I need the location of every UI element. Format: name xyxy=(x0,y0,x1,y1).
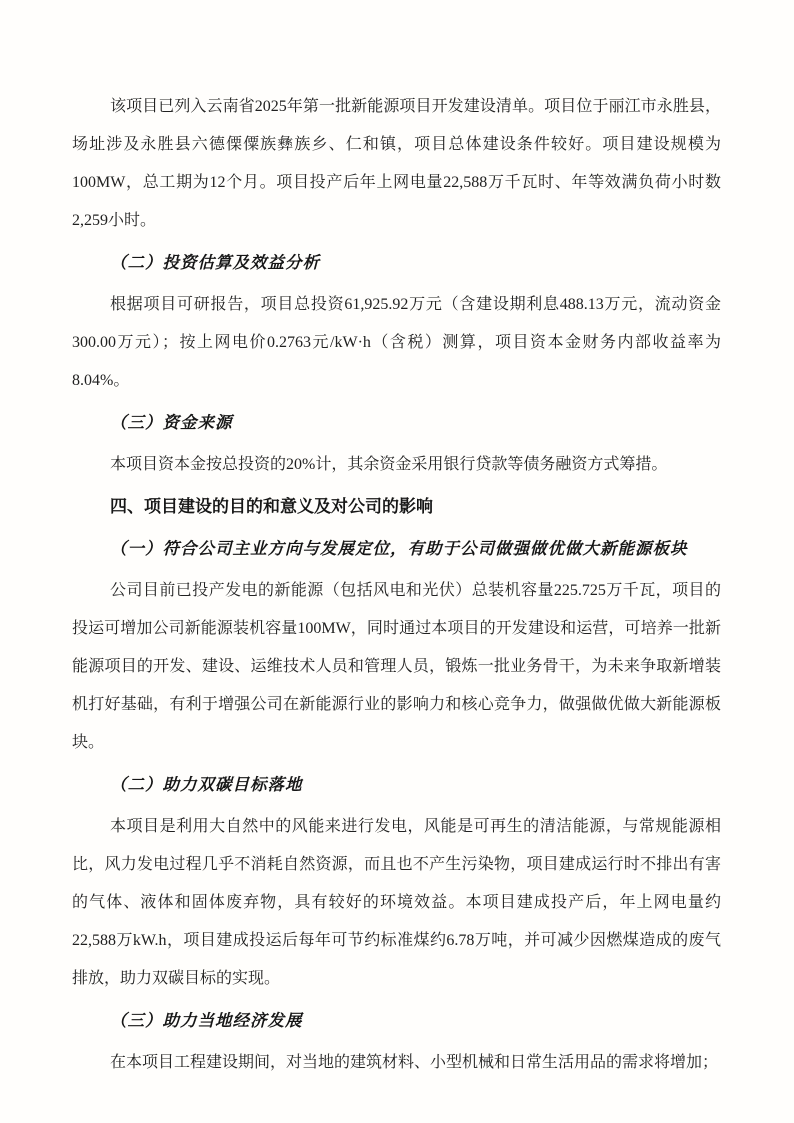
body-paragraph: 本项目是利用大自然中的风能来进行发电，风能是可再生的清洁能源，与常规能源相比，风力发电过程几乎不消耗自然资源，而且也不产生污染物，项目建成运行时不排出有害的气体、液体和固体废弃物，具有较好的环境效益。本项目建成投产后，年上网电量约22,588万kW.h，项目建成投运后每年可节约标准煤约6.78万吨，并可减少因燃煤造成的废气排放，助力双碳目标的实现。 xyxy=(72,818,721,987)
subsection-heading: （三）资金来源 xyxy=(110,413,233,432)
body-paragraph: 公司目前已投产发电的新能源（包括风电和光伏）总装机容量225.725万千瓦，项目的投运可增加公司新能源装机容量100MW，同时通过本项目的开发建设和运营，可培养一批新能源项目的开发、建设、运维技术人员和管理人员，锻炼一批业务骨干，为未来争取新增装机打好基础，有利于增强公司在新能源行业的影响力和核心竞争力，做强做优做大新能源板块。 xyxy=(72,582,721,751)
subsection-heading: （二）助力双碳目标落地 xyxy=(110,775,303,794)
body-paragraph: 根据项目可研报告，项目总投资61,925.92万元（含建设期利息488.13万元，流动资金300.00万元）；按上网电价0.2763元/kW·h（含税）测算，项目资本金财务内部收益率为8.04%。 xyxy=(72,296,721,389)
body-paragraph: 本项目资本金按总投资的20%计，其余资金采用银行贷款等债务融资方式筹措。 xyxy=(110,456,668,473)
body-paragraph: 在本项目工程建设期间，对当地的建筑材料、小型机械和日常生活用品的需求将增加； xyxy=(110,1054,719,1071)
subsection-heading: （二）投资估算及效益分析 xyxy=(110,253,320,272)
document-body xyxy=(72,88,721,1082)
section-heading: 四、项目建设的目的和意义及对公司的影响 xyxy=(110,497,433,516)
subsection-heading: （三）助力当地经济发展 xyxy=(110,1011,303,1030)
subsection-heading: （一）符合公司主业方向与发展定位，有助于公司做强做优做大新能源板块 xyxy=(110,539,688,558)
body-paragraph: 该项目已列入云南省2025年第一批新能源项目开发建设清单。项目位于丽江市永胜县，场址涉及永胜县六德傈僳族彝族乡、仁和镇，项目总体建设条件较好。项目建设规模为100MW，总工期为12个月。项目投产后年上网电量22,588万千瓦时、年等效满负荷小时数2,259小时。 xyxy=(72,98,721,229)
